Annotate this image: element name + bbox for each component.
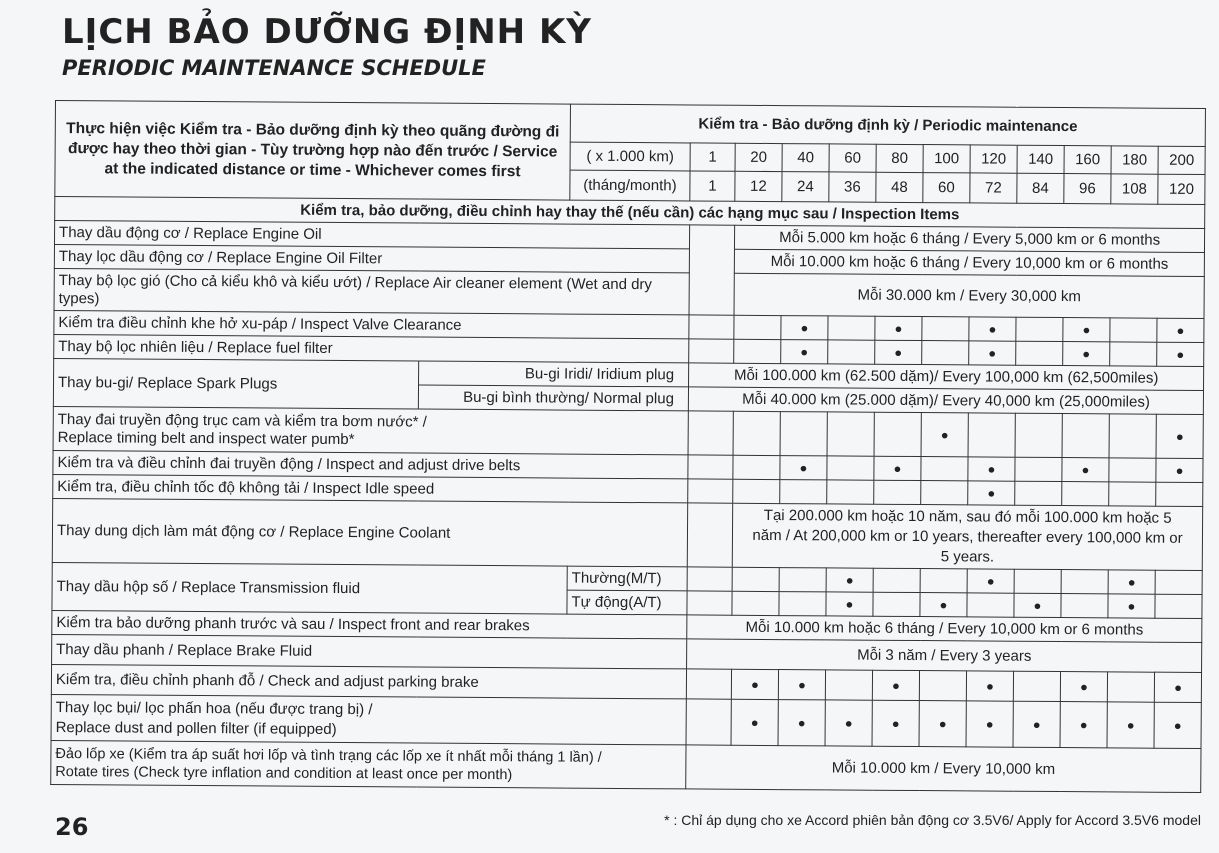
mark-cell	[1154, 702, 1201, 748]
bullet-icon: ●	[844, 715, 853, 731]
mark-cell	[919, 701, 966, 747]
row-label-parking: Kiểm tra, điều chỉnh phanh đỗ / Check and adjust parking brake	[51, 664, 686, 698]
mark-cell	[780, 456, 827, 480]
bullet-icon: ●	[799, 460, 808, 476]
mark-cell	[1108, 570, 1155, 594]
mark-cell	[825, 700, 872, 746]
row-label-tires	[51, 740, 686, 788]
mark-cell	[1060, 672, 1107, 702]
mark-cell	[874, 412, 921, 456]
mark-cell	[781, 316, 828, 340]
mark-cell	[1015, 481, 1062, 505]
interval-tires: Mỗi 10.000 km / Every 10,000 km	[686, 745, 1201, 793]
mark-cell	[1016, 341, 1063, 365]
interval-brakes: Mỗi 10.000 km hoặc 6 tháng / Every 10,000 km or 6 months	[687, 615, 1202, 643]
bullet-icon: ●	[894, 344, 903, 360]
mark-cell	[1155, 570, 1202, 594]
mark-cell	[1107, 702, 1154, 748]
mark-cell	[780, 412, 827, 456]
bullet-icon: ●	[1081, 462, 1090, 478]
mark-cell	[921, 457, 968, 481]
mark-cell	[780, 480, 827, 504]
bullet-icon: ●	[1176, 322, 1185, 338]
mark-cell	[733, 411, 780, 455]
bullet-icon: ●	[1174, 679, 1183, 695]
mark-cell	[689, 339, 734, 363]
bullet-icon: ●	[1079, 679, 1088, 695]
mark-cell	[872, 670, 919, 700]
mark-cell	[966, 701, 1013, 747]
mark-cell	[1062, 482, 1109, 506]
row-label-fuel: Thay bộ lọc nhiên liệu / Replace fuel filter	[54, 334, 689, 362]
row-label-dust-vi: Thay lọc bụi/ lọc phấn hoa (nếu được trang bị) /	[55, 698, 373, 718]
mark-cell	[827, 456, 874, 480]
bullet-icon: ●	[1173, 717, 1182, 733]
row-label-timing	[53, 406, 688, 454]
mark-cell	[969, 317, 1016, 341]
bullet-icon: ●	[797, 677, 806, 693]
bullet-icon: ●	[750, 676, 759, 692]
km-cell: 60	[829, 144, 876, 172]
month-cell: 48	[876, 172, 923, 202]
bullet-icon: ●	[940, 427, 949, 443]
bullet-icon: ●	[987, 461, 996, 477]
label-normal-plug: Bu-gi bình thường/ Normal plug	[418, 385, 688, 411]
bullet-icon: ●	[800, 344, 809, 360]
mark-cell	[921, 413, 968, 457]
mark-cell	[1015, 457, 1062, 481]
mark-cell	[1156, 482, 1203, 506]
row-label-timing-vi: Thay đai truyền động trục cam và kiểm tra bơm nước* /	[57, 410, 427, 431]
bullet-icon: ●	[1082, 346, 1091, 362]
row-label-dust	[51, 694, 686, 744]
header-instruction: Thực hiện việc Kiểm tra - Bảo dưỡng định kỳ theo quãng đường đi được hay theo thời gian - Tùy trường hợp nào đến trước / Service at the indicated distance or time - Whichever comes first	[55, 101, 571, 201]
mark-cell	[1060, 702, 1107, 748]
km-cell: 140	[1017, 145, 1064, 173]
mark-cell	[731, 699, 778, 745]
mark-cell	[686, 699, 731, 745]
label-manual: Thường(M/T)	[567, 566, 687, 591]
mark-cell	[968, 413, 1015, 457]
mark-cell	[827, 412, 874, 456]
mark-cell	[1013, 671, 1060, 701]
bullet-icon: ●	[797, 715, 806, 731]
mark-cell	[689, 315, 734, 339]
mark-cell	[825, 670, 872, 700]
mark-cell	[734, 315, 781, 339]
interval-air: Mỗi 30.000 km / Every 30,000 km	[734, 273, 1204, 318]
mark-cell	[827, 480, 874, 504]
row-label-belts: Kiểm tra và điều chỉnh đai truyền động / Inspect and adjust drive belts	[53, 450, 688, 478]
row-label-idle: Kiểm tra, điều chỉnh tốc độ không tải / Inspect Idle speed	[53, 474, 688, 502]
mark-cell	[872, 700, 919, 746]
month-cell: 72	[970, 173, 1017, 203]
mark-cell	[826, 568, 873, 592]
mark-cell	[1110, 342, 1157, 366]
mark-cell	[1061, 594, 1108, 618]
mark-cell	[1110, 318, 1157, 342]
mark-cell	[1157, 318, 1204, 342]
km-cell: 120	[970, 145, 1017, 173]
mark-cell	[966, 671, 1013, 701]
bullet-icon: ●	[988, 345, 997, 361]
mark-cell	[1063, 342, 1110, 366]
mark-cell	[1154, 672, 1201, 702]
month-cell: 12	[735, 171, 782, 201]
bullet-icon: ●	[845, 596, 854, 612]
bullet-icon: ●	[891, 677, 900, 693]
month-cell: 120	[1158, 174, 1205, 204]
row-label-tires-en: Rotate tires (Check tyre inflation and condition at least once per month)	[55, 763, 513, 783]
mark-cell	[733, 455, 780, 479]
bullet-icon: ●	[1176, 346, 1185, 362]
mark-cell	[875, 316, 922, 340]
mark-cell	[1109, 482, 1156, 506]
page-title-vi: LỊCH BẢO DƯỠNG ĐỊNH KỲ	[62, 12, 592, 52]
mark-cell	[826, 592, 873, 616]
mark-cell	[731, 669, 778, 699]
mark-cell	[778, 670, 825, 700]
mark-cell	[687, 567, 732, 591]
label-iridium: Bu-gi Iridi/ Iridium plug	[419, 361, 689, 387]
mark-cell	[732, 567, 779, 591]
row-label-oil: Thay dầu động cơ / Replace Engine Oil	[54, 221, 689, 249]
mark-cell	[1109, 458, 1156, 482]
mark-cell	[688, 479, 733, 503]
km-cell: 80	[876, 144, 923, 172]
mark-cell	[922, 317, 969, 341]
row-label-brakes: Kiểm tra bảo dưỡng phanh trước và sau / Inspect front and rear brakes	[52, 610, 687, 638]
mark-cell	[969, 341, 1016, 365]
mark-cell	[1108, 594, 1155, 618]
row-label-tires-vi: Đảo lốp xe (Kiểm tra áp suất hơi lốp và tình trạng các lốp xe ít nhất mỗi tháng 1 lần) /	[55, 745, 602, 766]
row-label-spark: Thay bu-gi/ Replace Spark Plugs	[53, 358, 418, 409]
mark-cell	[874, 480, 921, 504]
km-cell: 100	[923, 145, 970, 173]
month-cell: 60	[923, 173, 970, 203]
mark-cell	[1157, 342, 1204, 366]
mark-cell	[1015, 413, 1062, 457]
bullet-icon: ●	[985, 678, 994, 694]
mark-cell	[1061, 570, 1108, 594]
mark-cell	[687, 591, 732, 615]
bullet-icon: ●	[1175, 462, 1184, 478]
km-cell: 20	[735, 143, 782, 171]
bullet-icon: ●	[845, 572, 854, 588]
mark-cell	[920, 569, 967, 593]
mark-cell	[1109, 414, 1156, 458]
mark-cell	[734, 339, 781, 363]
mark-cell	[968, 481, 1015, 505]
mark-cell	[1016, 317, 1063, 341]
mark-cell	[1156, 414, 1203, 458]
row-label-timing-en: Replace timing belt and inspect water pumb*	[57, 428, 355, 448]
km-cell: 180	[1111, 146, 1158, 174]
month-cell: 108	[1111, 174, 1158, 204]
mark-cell	[921, 481, 968, 505]
bullet-icon: ●	[894, 320, 903, 336]
mark-cell	[733, 479, 780, 503]
month-cell: 24	[782, 172, 829, 202]
mark-cell	[1063, 318, 1110, 342]
mark-cell	[779, 592, 826, 616]
footnote: * : Chỉ áp dụng cho xe Accord phiên bản động cơ 3.5V6/ Apply for Accord 3.5V6 model	[664, 812, 1201, 828]
bullet-icon: ●	[800, 320, 809, 336]
km-cell: 160	[1064, 146, 1111, 174]
row-label-brake-fluid: Thay dầu phanh / Replace Brake Fluid	[52, 634, 687, 668]
label-automatic: Tự động(A/T)	[567, 590, 687, 615]
mark-cell	[873, 592, 920, 616]
bullet-icon: ●	[891, 715, 900, 731]
interval-oil-filter: Mỗi 10.000 km hoặc 6 tháng / Every 10,000 km or 6 months	[734, 249, 1204, 276]
interval-normal-plug: Mỗi 40.000 km (25.000 dặm)/ Every 40,000 km (25,000miles)	[688, 387, 1203, 415]
mark-cell	[828, 340, 875, 364]
month-cell: 96	[1064, 174, 1111, 204]
km-cell: 1	[690, 143, 735, 171]
bullet-icon: ●	[938, 716, 947, 732]
row-label-valve: Kiểm tra điều chỉnh khe hở xu-páp / Inspect Valve Clearance	[54, 310, 689, 338]
month-cell: 84	[1017, 173, 1064, 203]
interval-brake-fluid: Mỗi 3 năm / Every 3 years	[687, 639, 1202, 673]
mark-cell	[874, 456, 921, 480]
bullet-icon: ●	[988, 321, 997, 337]
bullet-icon: ●	[750, 714, 759, 730]
bullet-icon: ●	[1127, 598, 1136, 614]
bullet-icon: ●	[1032, 716, 1041, 732]
maintenance-table	[50, 100, 1205, 808]
bullet-icon: ●	[1033, 597, 1042, 613]
mark-cell	[967, 569, 1014, 593]
bullet-icon: ●	[986, 573, 995, 589]
mark-cell	[968, 457, 1015, 481]
bullet-icon: ●	[1079, 717, 1088, 733]
row-label-coolant: Thay dung dịch làm mát động cơ / Replace Engine Coolant	[52, 498, 687, 566]
mark-cell	[920, 593, 967, 617]
mark-cell	[688, 455, 733, 479]
mark-cell	[779, 568, 826, 592]
bullet-icon: ●	[1175, 428, 1184, 444]
km-cell: 40	[782, 144, 829, 172]
row-label-oil-filter: Thay lọc dầu động cơ / Replace Engine Oil Filter	[54, 244, 689, 272]
mark-cell	[1013, 701, 1060, 747]
mark-cell	[688, 411, 733, 455]
mark-cell	[1014, 569, 1061, 593]
mark-cell	[919, 671, 966, 701]
page-number: 26	[55, 813, 89, 841]
bullet-icon: ●	[1082, 322, 1091, 338]
header-periodic: Kiểm tra - Bảo dưỡng định kỳ / Periodic maintenance	[570, 104, 1205, 146]
row-label-transmission: Thay dầu hộp số / Replace Transmission fluid	[52, 562, 567, 614]
bullet-icon: ●	[893, 460, 902, 476]
bullet-icon: ●	[1126, 717, 1135, 733]
mark-cell	[778, 700, 825, 746]
month-cell: 36	[829, 172, 876, 202]
bullet-icon: ●	[987, 485, 996, 501]
mark-cell	[1156, 458, 1203, 482]
mark-cell	[922, 341, 969, 365]
mark-cell	[1107, 672, 1154, 702]
mark-cell	[1062, 458, 1109, 482]
bullet-icon: ●	[939, 597, 948, 613]
mark-cell	[875, 340, 922, 364]
mark-cell	[1155, 594, 1202, 618]
km-cell: 200	[1158, 146, 1205, 174]
section-heading: Kiểm tra, bảo dưỡng, điều chỉnh hay thay thế (nếu cần) các hạng mục sau / Inspection Items	[55, 197, 1205, 229]
mark-cell	[781, 340, 828, 364]
page-title-en: PERIODIC MAINTENANCE SCHEDULE	[62, 56, 486, 80]
interval-coolant: Tại 200.000 km hoặc 10 năm, sau đó mỗi 100.000 km hoặc 5 năm / At 200,000 km or 10 years, thereafter every 100,000 km or 5 years.	[732, 503, 1203, 570]
mark-cell	[873, 568, 920, 592]
mark-cell	[828, 316, 875, 340]
mark-cell	[686, 669, 731, 699]
km-label: ( x 1.000 km)	[570, 142, 690, 171]
interval-oil: Mỗi 5.000 km hoặc 6 tháng / Every 5,000 km or 6 months	[734, 225, 1204, 252]
bullet-icon: ●	[985, 716, 994, 732]
row-label-dust-en: Replace dust and pollen filter (if equipped)	[55, 718, 337, 738]
mark-cell	[1062, 414, 1109, 458]
interval-iridium: Mỗi 100.000 km (62.500 dặm)/ Every 100,000 km (62,500miles)	[689, 363, 1204, 391]
bullet-icon: ●	[1127, 574, 1136, 590]
month-cell: 1	[690, 171, 735, 201]
mark-cell	[967, 593, 1014, 617]
row-label-air: Thay bộ lọc gió (Cho cả kiểu khô và kiểu ướt) / Replace Air cleaner element (Wet and dry types)	[54, 268, 689, 314]
mark-cell	[1014, 593, 1061, 617]
month-label: (tháng/month)	[570, 170, 690, 201]
mark-cell	[732, 591, 779, 615]
